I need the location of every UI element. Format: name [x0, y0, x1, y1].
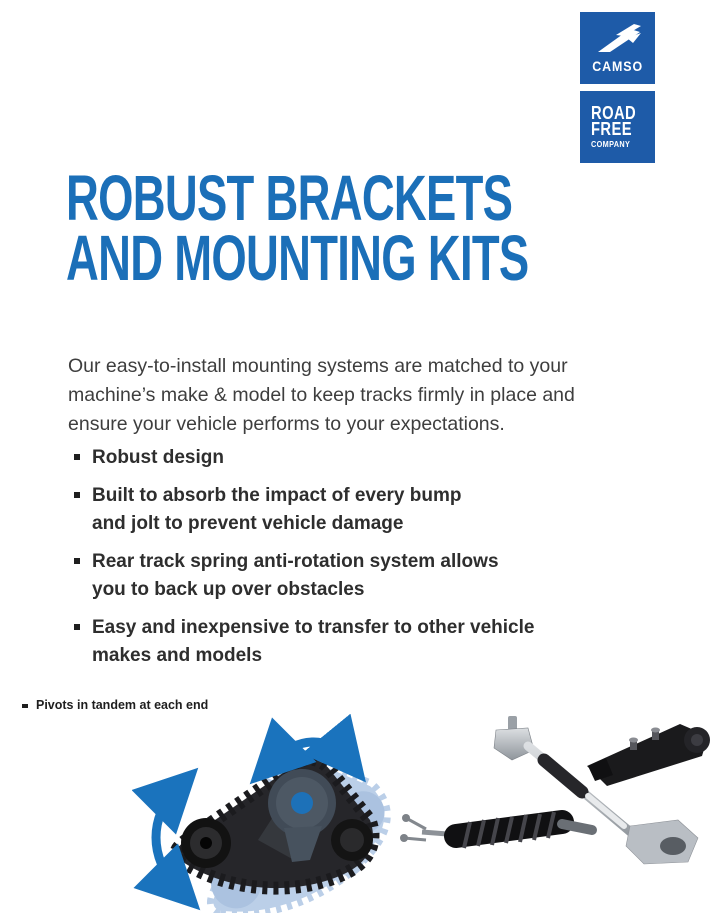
pivot-dot: [291, 792, 313, 814]
roadfree-line-company: COMPANY: [591, 138, 631, 149]
roadfree-line-road: ROAD: [591, 102, 637, 123]
roadfree-line-free: FREE: [591, 119, 633, 139]
mounting-bracket-part: [587, 724, 710, 786]
roadfree-logo: [580, 91, 655, 163]
bullet-line: you to back up over obstacles: [92, 579, 365, 600]
bullet-line: and jolt to prevent vehicle damage: [92, 513, 404, 534]
pivot-arrow-left-icon: [156, 790, 178, 888]
track-pivot-illustration: [132, 708, 394, 913]
page-title-line-2: AND MOUNTING KITS: [66, 222, 529, 294]
list-item: [74, 482, 534, 538]
page-title-line-1: ROBUST BRACKETS: [66, 162, 513, 234]
bullet-line: Robust design: [92, 447, 224, 468]
bullet-square-icon: [22, 704, 28, 708]
mounting-kit-parts-photo: [392, 688, 720, 888]
bullet-square-icon: [74, 558, 80, 564]
bullet-line: Easy and inexpensive to transfer to other vehicle: [92, 617, 535, 638]
bullet-square-icon: [74, 492, 80, 498]
list-item: [74, 444, 534, 472]
list-item: [74, 614, 534, 670]
camso-logo: [580, 12, 655, 84]
intro-paragraph: [68, 352, 575, 439]
intro-line: machine’s make & model to keep tracks firmly in place and: [68, 384, 575, 406]
camso-swoosh-icon: [594, 23, 642, 55]
intro-line: ensure your vehicle performs to your expectations.: [68, 413, 505, 435]
figure-caption-text: Pivots in tandem at each end: [36, 698, 209, 712]
brand-logo-stack: [580, 12, 655, 163]
coil-spring-part: [400, 812, 592, 848]
bullet-line: Built to absorb the impact of every bump: [92, 485, 462, 506]
camso-wordmark: CAMSO: [592, 58, 643, 74]
bullet-square-icon: [74, 454, 80, 460]
main-track-silhouette: [176, 759, 373, 888]
list-item: [74, 548, 534, 604]
bullet-square-icon: [74, 624, 80, 630]
feature-bullet-list: [74, 444, 534, 680]
bullet-line: makes and models: [92, 645, 263, 666]
intro-line: Our easy-to-install mounting systems are matched to your: [68, 355, 568, 377]
bullet-line: Rear track spring anti-rotation system allows: [92, 551, 499, 572]
pivot-arrow-top-icon: [272, 742, 346, 762]
page-title: [66, 162, 717, 294]
